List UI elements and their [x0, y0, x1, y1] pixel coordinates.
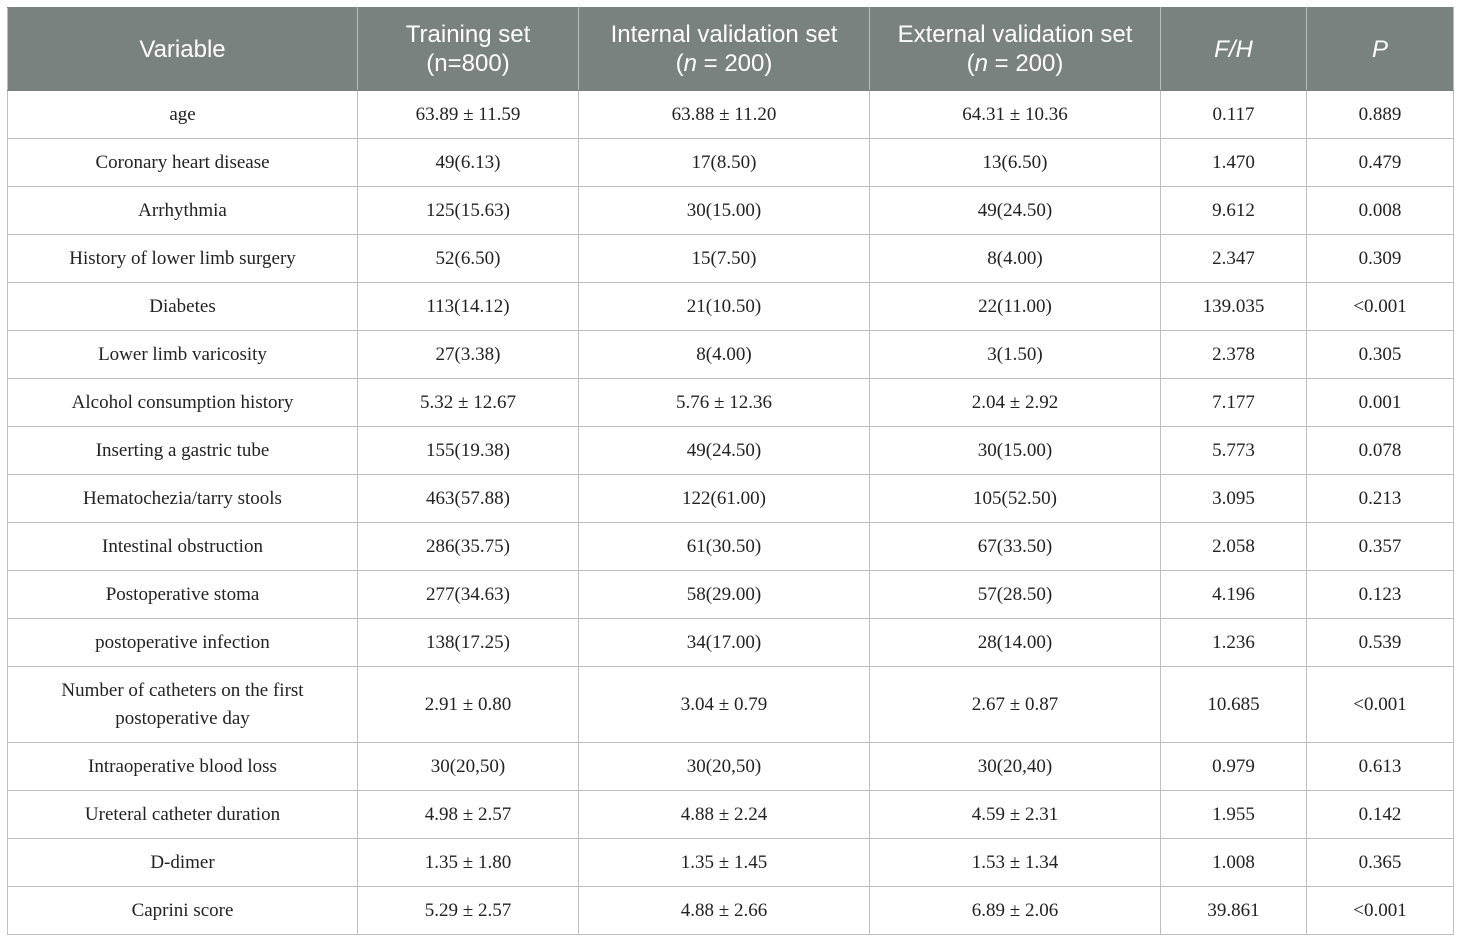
cell-variable: Alcohol consumption history: [8, 379, 358, 427]
cell-f-h: 2.058: [1161, 523, 1307, 571]
cell-p: 0.357: [1307, 523, 1454, 571]
cell-training: 5.32 ± 12.67: [358, 379, 579, 427]
cell-internal: 30(15.00): [579, 187, 870, 235]
cell-p: 0.213: [1307, 475, 1454, 523]
cell-training: 138(17.25): [358, 619, 579, 667]
cell-p: 0.479: [1307, 139, 1454, 187]
cell-p: 0.008: [1307, 187, 1454, 235]
cell-training: 27(3.38): [358, 331, 579, 379]
cell-variable: Arrhythmia: [8, 187, 358, 235]
cell-f-h: 9.612: [1161, 187, 1307, 235]
table-header: [8, 8, 1454, 91]
header-internal-line1: Internal validation set: [610, 21, 838, 48]
cell-external: 22(11.00): [870, 283, 1161, 331]
cell-training: 2.91 ± 0.80: [358, 667, 579, 743]
cell-p: 0.365: [1307, 839, 1454, 887]
cell-f-h: 1.470: [1161, 139, 1307, 187]
cell-internal: 63.88 ± 11.20: [579, 91, 870, 139]
cell-p: 0.001: [1307, 379, 1454, 427]
cell-p: <0.001: [1307, 667, 1454, 743]
table-row: [8, 667, 1454, 743]
cell-variable: Postoperative stoma: [8, 571, 358, 619]
cell-p: 0.078: [1307, 427, 1454, 475]
cell-variable: Ureteral catheter duration: [8, 791, 358, 839]
cell-p: 0.305: [1307, 331, 1454, 379]
header-f-h-label: F/H: [1214, 35, 1253, 63]
cell-training: 49(6.13): [358, 139, 579, 187]
table-row: [8, 887, 1454, 935]
cell-external: 67(33.50): [870, 523, 1161, 571]
header-external-validation-set: [870, 8, 1161, 91]
cell-external: 2.04 ± 2.92: [870, 379, 1161, 427]
cell-training: 63.89 ± 11.59: [358, 91, 579, 139]
cell-variable: Lower limb varicosity: [8, 331, 358, 379]
table-row: [8, 523, 1454, 571]
cell-p: 0.142: [1307, 791, 1454, 839]
header-p: [1307, 8, 1454, 91]
cell-training: 277(34.63): [358, 571, 579, 619]
cell-p: 0.613: [1307, 743, 1454, 791]
cell-internal: 4.88 ± 2.24: [579, 791, 870, 839]
header-training-line1: Training set: [405, 21, 531, 48]
comparison-table: [7, 7, 1454, 935]
cell-external: 2.67 ± 0.87: [870, 667, 1161, 743]
cell-internal: 3.04 ± 0.79: [579, 667, 870, 743]
cell-training: 463(57.88): [358, 475, 579, 523]
header-f-h: [1161, 8, 1307, 91]
header-internal-rest: = 200): [696, 50, 773, 77]
header-external-n: n: [974, 50, 988, 77]
header-training-set: [358, 8, 579, 91]
cell-internal: 61(30.50): [579, 523, 870, 571]
cell-external: 28(14.00): [870, 619, 1161, 667]
cell-variable: Hematochezia/tarry stools: [8, 475, 358, 523]
cell-internal: 49(24.50): [579, 427, 870, 475]
header-p-label: P: [1371, 35, 1388, 63]
cell-variable: age: [8, 91, 358, 139]
header-training-line2: (n=800): [426, 50, 510, 77]
header-internal-n: n: [683, 50, 697, 77]
table-row: [8, 427, 1454, 475]
cell-variable: Intraoperative blood loss: [8, 743, 358, 791]
cell-external: 49(24.50): [870, 187, 1161, 235]
cell-external: 1.53 ± 1.34: [870, 839, 1161, 887]
cell-f-h: 0.117: [1161, 91, 1307, 139]
cell-f-h: 0.979: [1161, 743, 1307, 791]
cell-external: 30(20,40): [870, 743, 1161, 791]
table-row: [8, 331, 1454, 379]
table-row: [8, 791, 1454, 839]
cell-variable: Caprini score: [8, 887, 358, 935]
cell-training: 30(20,50): [358, 743, 579, 791]
cell-internal: 122(61.00): [579, 475, 870, 523]
table-row: [8, 187, 1454, 235]
cell-internal: 5.76 ± 12.36: [579, 379, 870, 427]
cell-training: 1.35 ± 1.80: [358, 839, 579, 887]
cell-variable: History of lower limb surgery: [8, 235, 358, 283]
cell-internal: 58(29.00): [579, 571, 870, 619]
cell-internal: 8(4.00): [579, 331, 870, 379]
cell-training: 286(35.75): [358, 523, 579, 571]
cell-external: 4.59 ± 2.31: [870, 791, 1161, 839]
cell-training: 125(15.63): [358, 187, 579, 235]
cell-f-h: 1.236: [1161, 619, 1307, 667]
cell-p: 0.889: [1307, 91, 1454, 139]
cell-f-h: 7.177: [1161, 379, 1307, 427]
header-internal-validation-set: [579, 8, 870, 91]
cell-f-h: 4.196: [1161, 571, 1307, 619]
table-body: [8, 91, 1454, 935]
header-external-line1: External validation set: [897, 21, 1133, 48]
cell-variable: postoperative infection: [8, 619, 358, 667]
cell-internal: 15(7.50): [579, 235, 870, 283]
cell-f-h: 39.861: [1161, 887, 1307, 935]
cell-p: 0.123: [1307, 571, 1454, 619]
cell-internal: 4.88 ± 2.66: [579, 887, 870, 935]
table-row: [8, 475, 1454, 523]
cell-variable: Coronary heart disease: [8, 139, 358, 187]
cell-f-h: 5.773: [1161, 427, 1307, 475]
cell-external: 6.89 ± 2.06: [870, 887, 1161, 935]
cell-external: 13(6.50): [870, 139, 1161, 187]
cell-external: 30(15.00): [870, 427, 1161, 475]
cell-internal: 21(10.50): [579, 283, 870, 331]
cell-p: 0.539: [1307, 619, 1454, 667]
cell-variable: Diabetes: [8, 283, 358, 331]
table-row: [8, 283, 1454, 331]
cell-external: 57(28.50): [870, 571, 1161, 619]
cell-f-h: 2.347: [1161, 235, 1307, 283]
header-external-rest: = 200): [987, 50, 1064, 77]
header-variable-label: Variable: [139, 35, 226, 63]
table-row: [8, 139, 1454, 187]
table-row: [8, 571, 1454, 619]
cell-f-h: 3.095: [1161, 475, 1307, 523]
cell-internal: 34(17.00): [579, 619, 870, 667]
cell-external: 64.31 ± 10.36: [870, 91, 1161, 139]
cell-external: 105(52.50): [870, 475, 1161, 523]
cell-variable: Inserting a gastric tube: [8, 427, 358, 475]
header-internal-line2: [585, 49, 863, 78]
cell-internal: 17(8.50): [579, 139, 870, 187]
table-row: [8, 91, 1454, 139]
cell-f-h: 2.378: [1161, 331, 1307, 379]
table-row: [8, 743, 1454, 791]
cell-training: 5.29 ± 2.57: [358, 887, 579, 935]
table-row: [8, 839, 1454, 887]
table-row: [8, 619, 1454, 667]
header-variable: [8, 8, 358, 91]
cell-external: 3(1.50): [870, 331, 1161, 379]
cell-f-h: 10.685: [1161, 667, 1307, 743]
cell-f-h: 1.955: [1161, 791, 1307, 839]
cell-internal: 1.35 ± 1.45: [579, 839, 870, 887]
header-external-line2: [876, 49, 1154, 78]
cell-training: 155(19.38): [358, 427, 579, 475]
cell-internal: 30(20,50): [579, 743, 870, 791]
table-row: [8, 235, 1454, 283]
cell-variable: D-dimer: [8, 839, 358, 887]
header-internal-open: (: [675, 50, 684, 77]
table-row: [8, 379, 1454, 427]
cell-p: 0.309: [1307, 235, 1454, 283]
header-external-open: (: [966, 50, 975, 77]
cell-variable: Intestinal obstruction: [8, 523, 358, 571]
cell-training: 113(14.12): [358, 283, 579, 331]
cell-p: <0.001: [1307, 887, 1454, 935]
cell-training: 4.98 ± 2.57: [358, 791, 579, 839]
cell-f-h: 139.035: [1161, 283, 1307, 331]
cell-f-h: 1.008: [1161, 839, 1307, 887]
cell-variable: Number of catheters on the first postoperative day: [8, 667, 358, 743]
cell-training: 52(6.50): [358, 235, 579, 283]
cell-p: <0.001: [1307, 283, 1454, 331]
cell-external: 8(4.00): [870, 235, 1161, 283]
header-row: [8, 8, 1454, 91]
